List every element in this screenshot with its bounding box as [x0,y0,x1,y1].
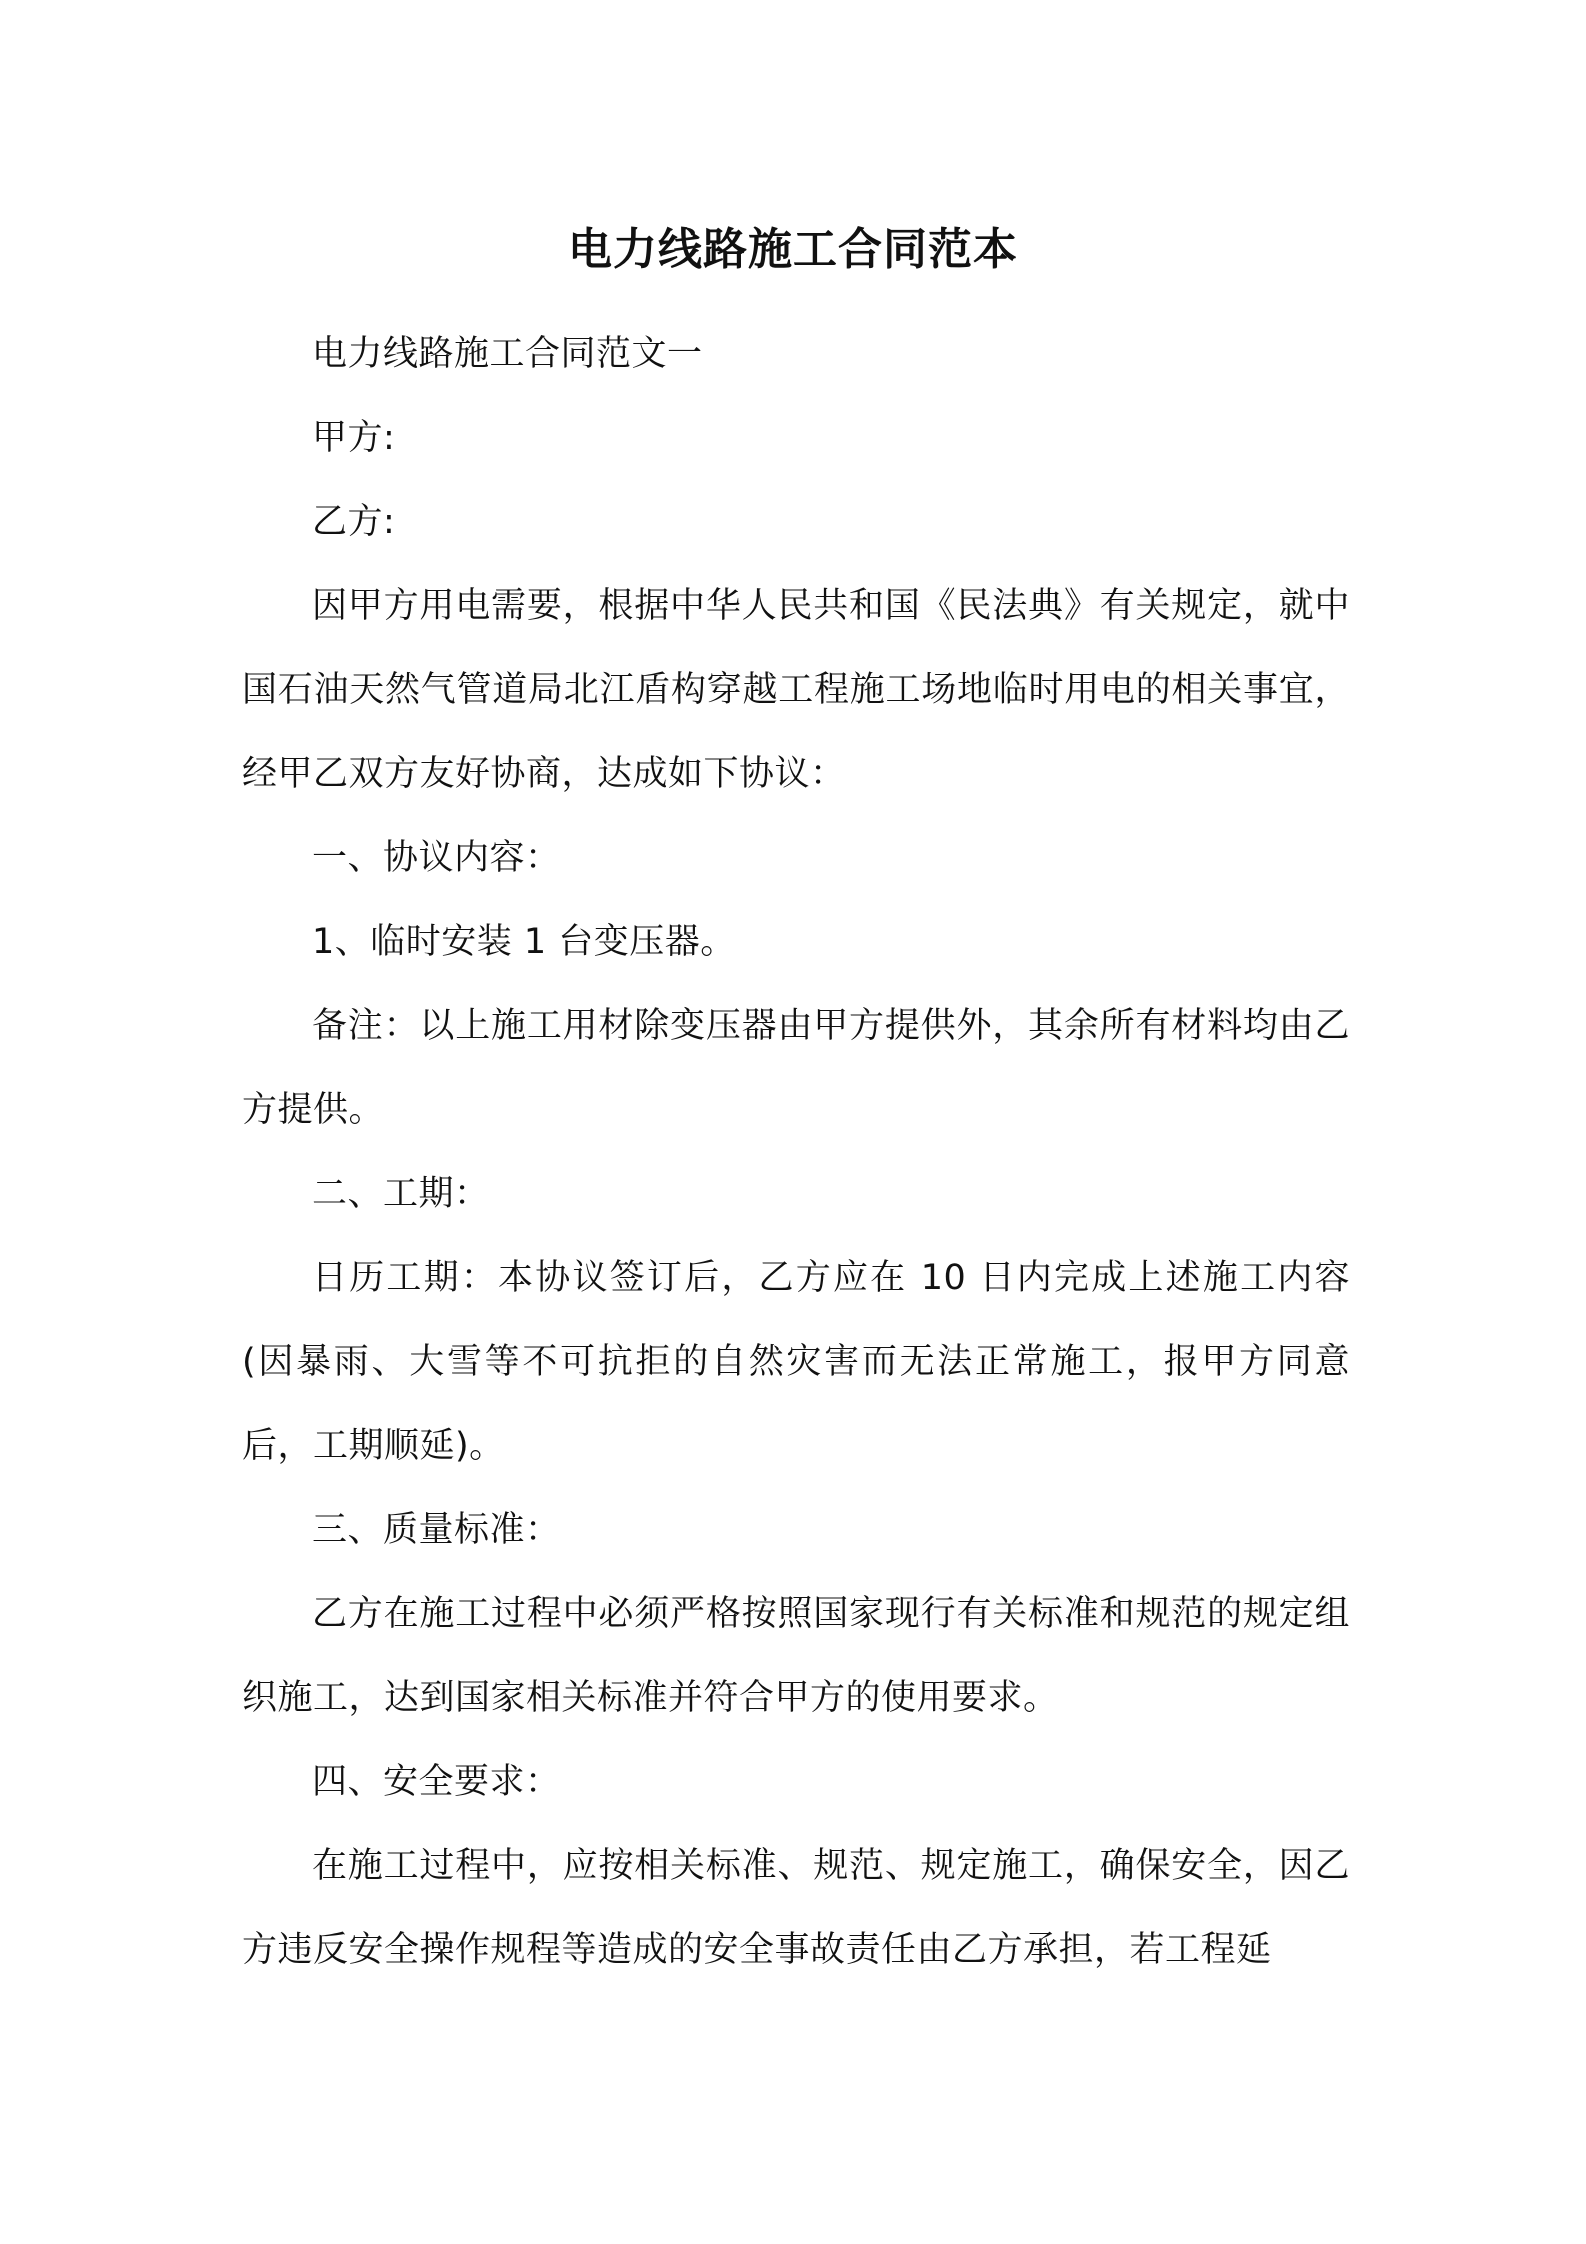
paragraph-safety: 在施工过程中，应按相关标准、规范、规定施工，确保安全，因乙方违反安全操作规程等造成的安全事故责任由乙方承担，若工程延 [242,1846,1350,1970]
section-heading-schedule: 二、工期： [312,1174,490,1214]
section-heading-safety: 四、安全要求： [312,1762,561,1802]
section-heading-quality: 三、质量标准： [312,1510,561,1550]
paragraph-schedule: 日历工期：本协议签订后，乙方应在 10 日内完成上述施工内容(因暴雨、大雪等不可抗拒的自然灾害而无法正常施工，报甲方同意后，工期顺延)。 [242,1258,1350,1466]
paragraph-subtitle: 电力线路施工合同范文一 [312,334,703,374]
paragraph-item-1: 1、临时安装 1 台变压器。 [312,922,736,962]
paragraph-preamble: 因甲方用电需要，根据中华人民共和国《民法典》有关规定，就中国石油天然气管道局北江盾构穿越工程施工场地临时用电的相关事宜，经甲乙双方友好协商，达成如下协议： [242,586,1350,794]
paragraph-party-a: 甲方: [312,418,396,458]
document-body [242,312,1350,1992]
paragraph-quality: 乙方在施工过程中必须严格按照国家现行有关标准和规范的规定组织施工，达到国家相关标准并符合甲方的使用要求。 [242,1594,1350,1718]
paragraph-party-b: 乙方: [312,502,396,542]
document-title: 电力线路施工合同范本 [568,224,1018,275]
paragraph-remark: 备注：以上施工用材除变压器由甲方提供外，其余所有材料均由乙方提供。 [242,1006,1350,1130]
section-heading-content: 一、协议内容： [312,838,561,878]
